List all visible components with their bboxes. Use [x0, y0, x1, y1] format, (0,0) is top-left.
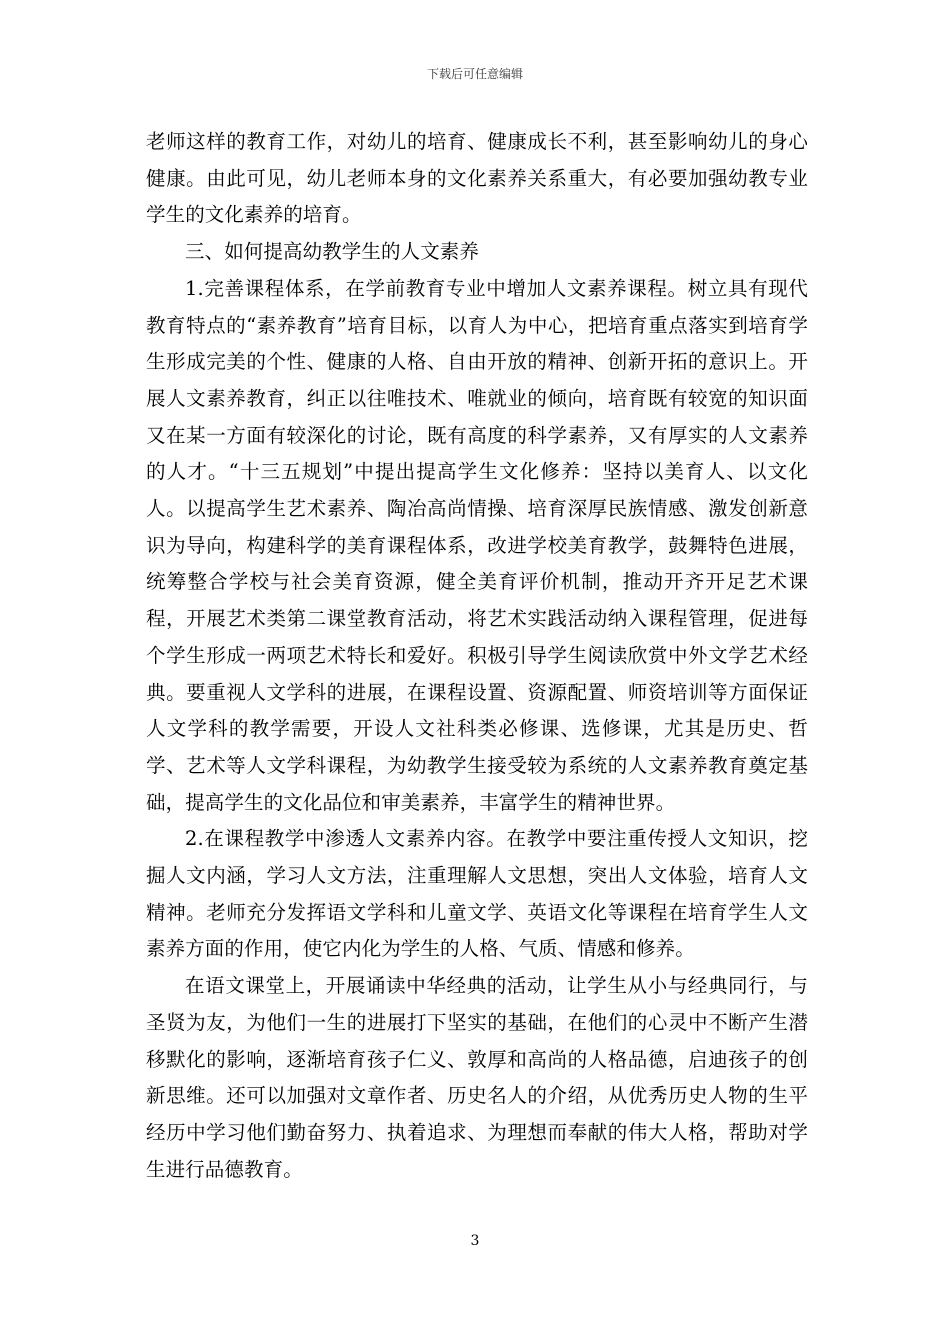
- document-body: [146, 124, 808, 1188]
- paragraph-continuation: 老师这样的教育工作，对幼儿的培育、健康成长不利，甚至影响幼儿的身心健康。由此可见，幼儿老师本身的文化素养关系重大，有必要加强幼教专业学生的文化素养的培育。: [146, 130, 808, 227]
- page-header: 下载后可任意编辑: [426, 67, 523, 81]
- paragraph-course-teaching: 2.在课程教学中渗透人文素养内容。在教学中要注重传授人文知识，挖掘人文内涵，学习人文方法，注重理解人文思想，突出人文体验，培育人文精神。老师充分发挥语文学科和儿童文学、英语文化等课程在培育学生人文素养方面的作用，使它内化为学生的人格、气质、情感和修养。: [146, 827, 808, 961]
- page-number: 3: [470, 1233, 480, 1249]
- paragraph-chinese-class: 在语文课堂上，开展诵读中华经典的活动，让学生从小与经典同行，与圣贤为友，为他们一生的进展打下坚实的基础，在他们的心灵中不断产生潜移默化的影响，逐渐培育孩子仁义、敦厚和高尚的人格品德，启迪孩子的创新思维。还可以加强对文章作者、历史名人的介绍，从优秀历史人物的生平经历中学习他们勤奋努力、执着追求、为理想而奉献的伟大人格，帮助对学生进行品德教育。: [146, 974, 808, 1181]
- section-heading: 三、如何提高幼教学生的人文素养: [185, 240, 480, 264]
- paragraph-curriculum-system: 1.完善课程体系，在学前教育专业中增加人文素养课程。树立具有现代教育特点的“素养教育”培育目标，以育人为中心，把培育重点落实到培育学生形成完美的个性、健康的人格、自由开放的精神、创新开拓的意识上。开展人文素养教育，纠正以往唯技术、唯就业的倾向，培育既有较宽的知识面又在某一方面有较深化的讨论，既有高度的科学素养，又有厚实的人文素养的人才。“十三五规划”中提出提高学生文化修养：坚持以美育人、以文化人。以提高学生艺术素养、陶冶高尚情操、培育深厚民族情感、激发创新意识为导向，构建科学的美育课程体系，改进学校美育教学，鼓舞特色进展，统筹整合学校与社会美育资源，健全美育评价机制，推动开齐开足艺术课程，开展艺术类第二课堂教育活动，将艺术实践活动纳入课程管理，促进每个学生形成一两项艺术特长和爱好。积极引导学生阅读欣赏中外文学艺术经典。要重视人文学科的进展，在课程设置、资源配置、师资培训等方面保证人文学科的教学需要，开设人文社科类必修课、选修课，尤其是历史、哲学、艺术等人文学科课程，为幼教学生接受较为系统的人文素养教育奠定基础，提高学生的文化品位和审美素养，丰富学生的精神世界。: [146, 276, 808, 814]
